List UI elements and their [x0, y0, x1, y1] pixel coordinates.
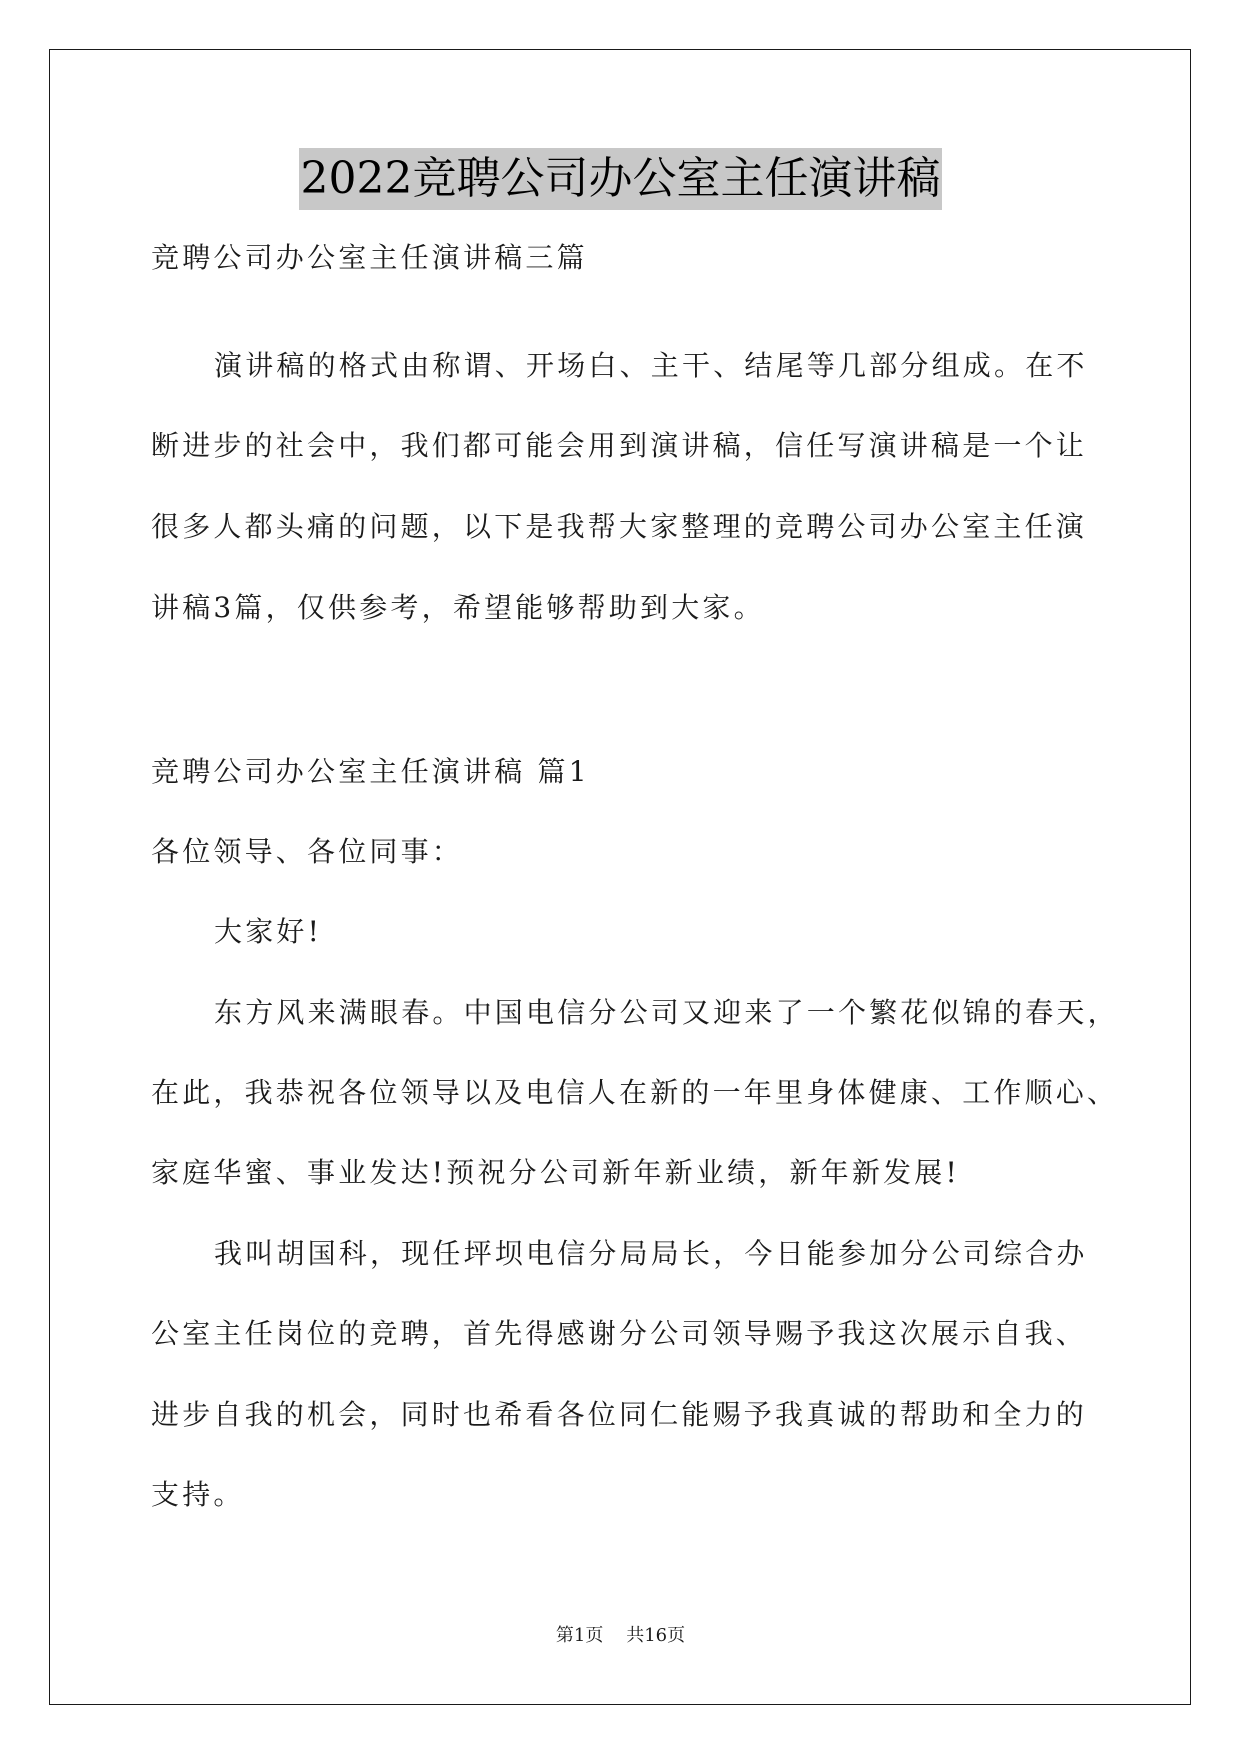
paragraph-line: 东方风来满眼春。中国电信分公司又迎来了一个繁花似锦的春天，: [214, 996, 1119, 1029]
page-border: [49, 49, 1191, 1705]
page-footer: [0, 1624, 1241, 1648]
paragraph-line: 在此，我恭祝各位领导以及电信人在新的一年里身体健康、工作顺心、: [151, 1076, 1119, 1109]
salutation-line: 各位领导、各位同事：: [151, 835, 464, 868]
greeting-line: 大家好!: [214, 915, 323, 948]
paragraph-line: 演讲稿的格式由称谓、开场白、主干、结尾等几部分组成。在不: [214, 349, 1088, 382]
section-heading: 竞聘公司办公室主任演讲稿 篇1: [151, 755, 590, 788]
document-title: 2022竞聘公司办公室主任演讲稿: [299, 148, 943, 210]
paragraph-line: 讲稿3篇，仅供参考，希望能够帮助到大家。: [151, 591, 765, 624]
page-total: 共16页: [626, 1625, 686, 1646]
subtitle-line: 竞聘公司办公室主任演讲稿三篇: [151, 241, 588, 274]
paragraph-line: 进步自我的机会，同时也希看各位同仁能赐予我真诚的帮助和全力的: [151, 1398, 1088, 1431]
title-container: [0, 148, 1241, 210]
paragraph-line: 我叫胡国科，现任坪坝电信分局局长，今日能参加分公司综合办: [214, 1237, 1088, 1270]
paragraph-line: 公室主任岗位的竞聘，首先得感谢分公司领导赐予我这次展示自我、: [151, 1317, 1088, 1350]
page-number: 第1页: [555, 1625, 604, 1646]
paragraph-line: 家庭华蜜、事业发达!预祝分公司新年新业绩，新年新发展!: [151, 1156, 960, 1189]
paragraph-line: 断进步的社会中，我们都可能会用到演讲稿，信任写演讲稿是一个让: [151, 429, 1088, 462]
paragraph-line: 很多人都头痛的问题，以下是我帮大家整理的竞聘公司办公室主任演: [151, 510, 1088, 543]
paragraph-line: 支持。: [151, 1478, 245, 1511]
